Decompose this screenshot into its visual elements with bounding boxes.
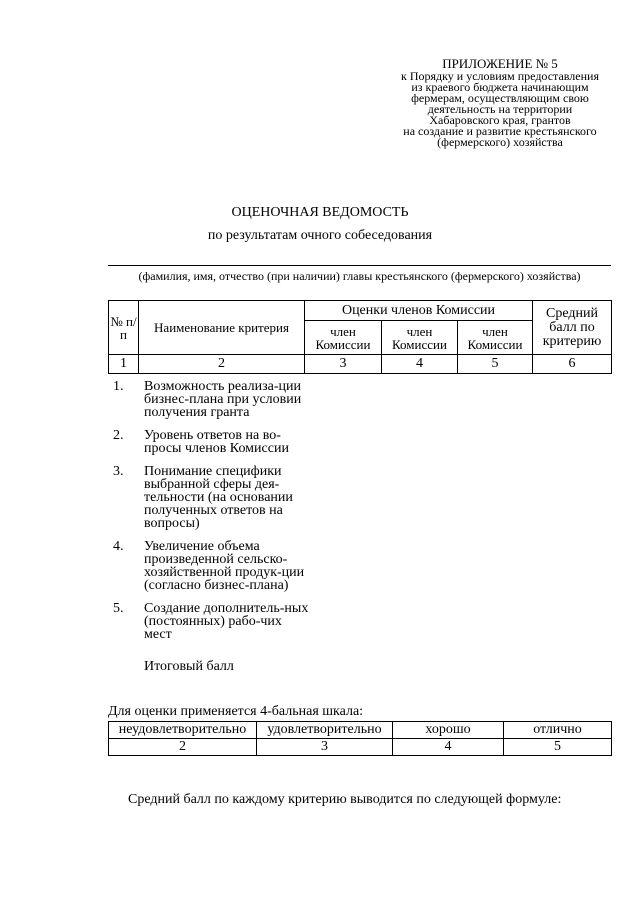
appendix-line: фермерам, осуществляющим свою	[411, 91, 589, 105]
scale-note: Для оценки применяется 4-бальная шкала:	[108, 704, 364, 719]
appendix-line: Хабаровского края, грантов	[429, 113, 571, 127]
criterion-item	[113, 429, 313, 455]
criteria-table	[108, 300, 612, 374]
criterion-number: 2.	[113, 428, 124, 443]
criterion-item	[113, 465, 313, 530]
criterion-text: Возможность реализа-ции бизнес-плана при условии получения гранта	[144, 379, 302, 420]
criterion-number: 5.	[113, 601, 124, 616]
header-num: № п/п	[109, 301, 139, 355]
criterion-text: Понимание специфики выбранной сферы дея-тельности (на основании полученных ответов на вопросы)	[144, 464, 293, 531]
appendix-line: к Порядку и условиям предоставления	[401, 69, 599, 83]
criterion-item	[113, 540, 313, 592]
scale-value: 2	[109, 739, 257, 756]
formula-note: Средний балл по каждому критерию выводится по следующей формуле:	[128, 792, 562, 807]
appendix-line: из краевого бюджета начинающим	[411, 80, 589, 94]
document-title: ОЦЕНОЧНАЯ ВЕДОМОСТЬ	[231, 205, 409, 220]
criterion-number: 1.	[113, 379, 124, 394]
column-number: 3	[305, 355, 382, 374]
criterion-text: Увеличение объема произведенной сельско-хозяйственной продук-ции (согласно бизнес-плана)	[144, 539, 305, 593]
criterion-number: 3.	[113, 464, 124, 479]
appendix-line: (фермерского) хозяйства	[437, 135, 563, 149]
scale-value: 4	[393, 739, 504, 756]
header-member-scores: Оценки членов Комиссии	[305, 301, 533, 321]
header-average: Средний балл по критерию	[533, 301, 612, 355]
column-number: 5	[458, 355, 533, 374]
scale-label: отлично	[504, 722, 612, 739]
scale-value: 3	[257, 739, 393, 756]
header-member-2: член Комиссии	[382, 321, 458, 355]
column-number: 6	[533, 355, 612, 374]
criterion-text: Создание дополнитель-ных (постоянных) рабо-чих мест	[144, 601, 309, 642]
scale-label: хорошо	[393, 722, 504, 739]
document-subtitle: по результатам очного собеседования	[207, 228, 433, 243]
appendix-title: ПРИЛОЖЕНИЕ № 5	[442, 56, 558, 71]
column-number: 2	[139, 355, 305, 374]
total-score-label: Итоговый балл	[144, 659, 234, 674]
name-caption: (фамилия, имя, отчество (при наличии) главы крестьянского (фермерского) хозяйства)	[138, 269, 581, 283]
header-member-3: член Комиссии	[458, 321, 533, 355]
column-number: 4	[382, 355, 458, 374]
scale-table	[108, 721, 612, 756]
criterion-number: 4.	[113, 539, 124, 554]
criterion-item	[113, 380, 313, 419]
scale-label: неудовлетворительно	[109, 722, 257, 739]
header-member-1: член Комиссии	[305, 321, 382, 355]
criteria-list	[113, 380, 313, 651]
appendix-line: деятельность на территории	[427, 102, 573, 116]
scale-label: удовлетворительно	[257, 722, 393, 739]
appendix-line: на создание и развитие крестьянского	[403, 124, 597, 138]
column-number: 1	[109, 355, 139, 374]
criterion-item	[113, 602, 313, 641]
criterion-text: Уровень ответов на во-просы членов Комиссии	[144, 428, 289, 456]
header-criterion: Наименование критерия	[139, 301, 305, 355]
scale-value: 5	[504, 739, 612, 756]
name-fill-line	[108, 265, 611, 266]
appendix-header	[380, 58, 620, 148]
